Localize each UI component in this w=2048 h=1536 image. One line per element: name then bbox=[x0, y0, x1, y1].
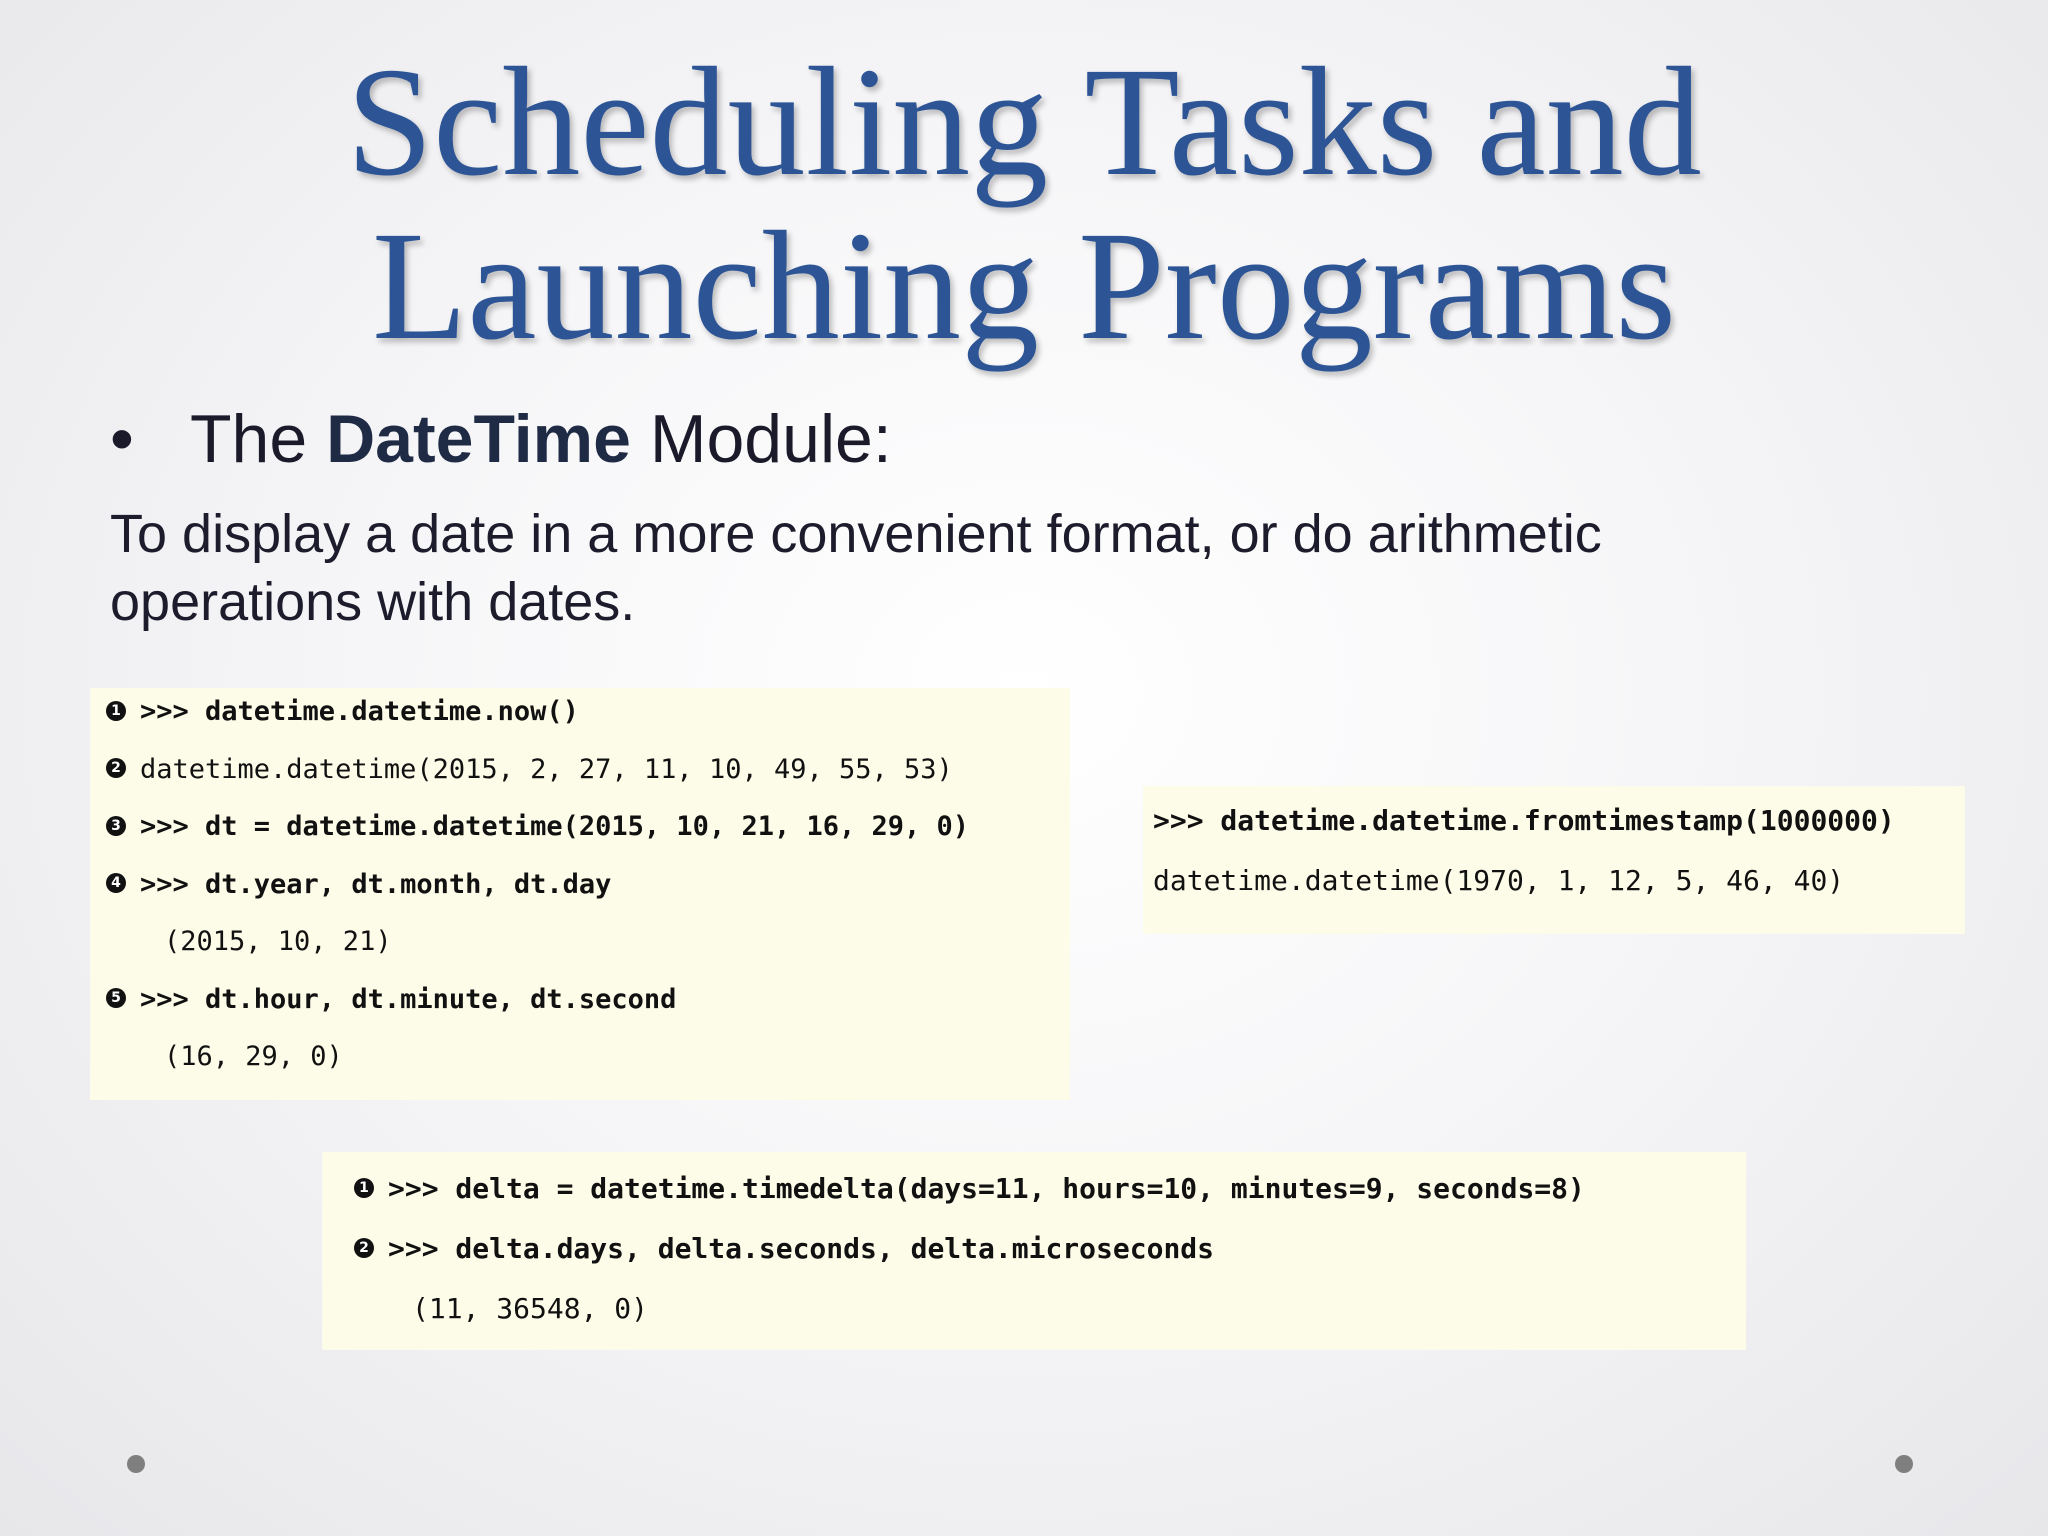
code-line bbox=[354, 1172, 1585, 1205]
corner-dot-right bbox=[1895, 1455, 1913, 1473]
code-text: >>> dt = datetime.datetime(2015, 10, 21, 16, 29, 0) bbox=[140, 811, 970, 842]
title-line-1: Scheduling Tasks and bbox=[346, 35, 1702, 208]
code-text: >>> delta = datetime.timedelta(days=11, hours=10, minutes=9, seconds=8) bbox=[388, 1172, 1585, 1205]
description-text: To display a date in a more convenient format, or do arithmetic operations with dates. bbox=[110, 504, 1602, 632]
line-marker: 2 bbox=[354, 1238, 374, 1258]
code-line bbox=[354, 1232, 1214, 1265]
line-marker: 1 bbox=[354, 1178, 374, 1198]
code-line bbox=[106, 869, 611, 900]
bullet-prefix: The bbox=[190, 401, 327, 477]
bullet-item bbox=[110, 400, 892, 478]
code-line bbox=[412, 1292, 648, 1325]
code-text: >>> delta.days, delta.seconds, delta.microseconds bbox=[388, 1232, 1215, 1265]
code-line bbox=[1153, 804, 1895, 837]
title-line-2: Launching Programs bbox=[371, 199, 1677, 372]
code-text: datetime.datetime(2015, 2, 27, 11, 10, 49, 55, 53) bbox=[140, 753, 953, 785]
line-marker: 4 bbox=[106, 873, 126, 893]
code-line bbox=[106, 811, 969, 842]
code-line bbox=[164, 926, 392, 957]
code-text: >>> datetime.datetime.fromtimestamp(1000000) bbox=[1153, 804, 1895, 837]
code-text: (16, 29, 0) bbox=[164, 1041, 343, 1072]
code-block-timedelta bbox=[322, 1152, 1746, 1350]
code-text: >>> datetime.datetime.now() bbox=[140, 696, 579, 727]
code-block-datetime-now bbox=[90, 688, 1070, 1100]
code-text: (2015, 10, 21) bbox=[164, 926, 392, 957]
code-line bbox=[1153, 864, 1844, 897]
code-line bbox=[106, 696, 579, 727]
line-marker: 2 bbox=[106, 758, 126, 778]
bullet-emphasis: DateTime bbox=[326, 401, 631, 477]
code-text: >>> dt.hour, dt.minute, dt.second bbox=[140, 983, 677, 1015]
code-line bbox=[106, 984, 676, 1015]
bullet-symbol: • bbox=[110, 401, 134, 477]
code-block-fromtimestamp bbox=[1143, 786, 1965, 934]
slide-title bbox=[0, 35, 2048, 372]
code-text: datetime.datetime(1970, 1, 12, 5, 46, 40) bbox=[1153, 864, 1845, 897]
bullet-suffix: Module: bbox=[630, 401, 892, 477]
line-marker: 3 bbox=[106, 816, 126, 836]
line-marker: 5 bbox=[106, 988, 126, 1008]
code-text: (11, 36548, 0) bbox=[412, 1292, 649, 1325]
code-line bbox=[164, 1041, 343, 1072]
code-text: >>> dt.year, dt.month, dt.day bbox=[140, 868, 612, 900]
line-marker: 1 bbox=[106, 701, 126, 721]
code-line bbox=[106, 754, 953, 785]
corner-dot-left bbox=[127, 1455, 145, 1473]
